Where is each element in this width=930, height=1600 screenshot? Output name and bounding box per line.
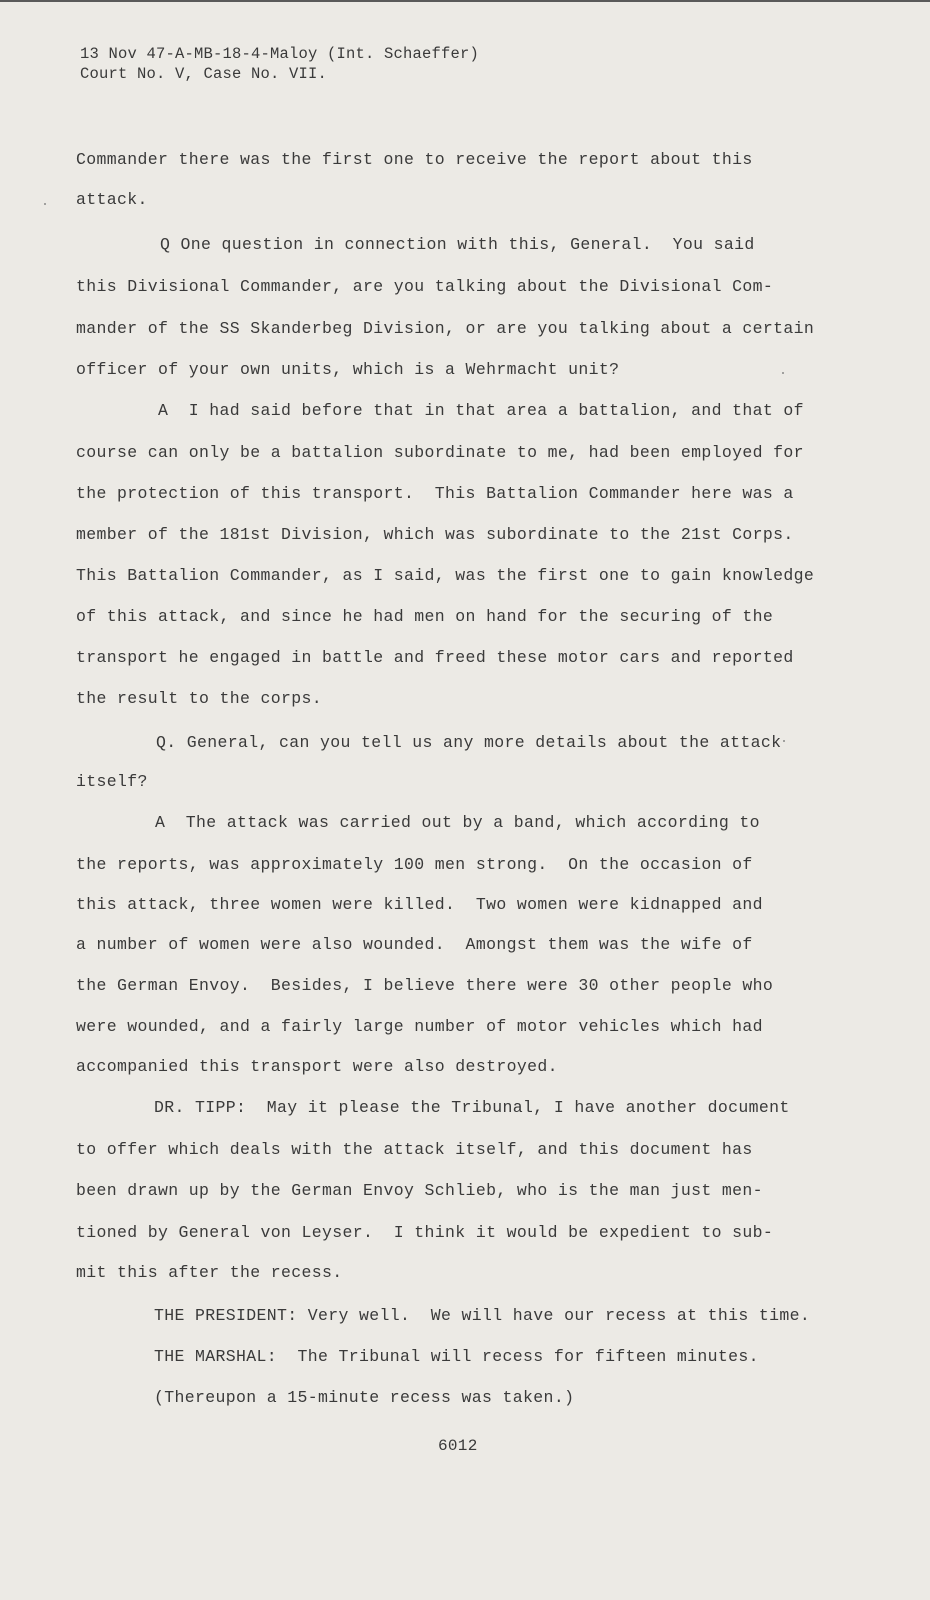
body-line: THE MARSHAL: The Tribunal will recess for fifteen minutes.	[154, 1347, 759, 1366]
body-line: attack.	[76, 190, 148, 209]
document-header	[80, 44, 479, 84]
body-line: the result to the corps.	[76, 689, 323, 708]
body-line: A The attack was carried out by a band, which according to	[155, 813, 760, 832]
body-line: This Battalion Commander, as I said, was the first one to gain knowledge	[76, 566, 815, 585]
body-line: THE PRESIDENT: Very well. We will have our recess at this time.	[154, 1306, 811, 1325]
body-line: Commander there was the first one to receive the report about this	[76, 150, 753, 169]
body-line: transport he engaged in battle and freed these motor cars and reported	[76, 648, 794, 667]
body-line: a number of women were also wounded. Amongst them was the wife of	[76, 935, 753, 954]
paper-speck	[782, 372, 784, 374]
body-line: Q One question in connection with this, General. You said	[160, 235, 755, 254]
body-line: accompanied this transport were also destroyed.	[76, 1057, 558, 1076]
header-line-1: 13 Nov 47-A-MB-18-4-Maloy (Int. Schaeffer)	[80, 45, 480, 63]
body-line: been drawn up by the German Envoy Schlieb, who is the man just men-	[76, 1181, 763, 1200]
paper-speck	[783, 740, 785, 742]
body-line: the German Envoy. Besides, I believe there were 30 other people who	[76, 976, 774, 995]
body-line: member of the 181st Division, which was subordinate to the 21st Corps.	[76, 525, 794, 544]
body-line: this attack, three women were killed. Two women were kidnapped and	[76, 895, 763, 914]
body-line: the reports, was approximately 100 men strong. On the occasion of	[76, 855, 753, 874]
body-line: A I had said before that in that area a battalion, and that of	[158, 401, 804, 420]
body-line: (Thereupon a 15-minute recess was taken.)	[154, 1388, 575, 1407]
body-line: of this attack, and since he had men on hand for the securing of the	[76, 607, 774, 626]
body-line: Q. General, can you tell us any more details about the attack	[156, 733, 782, 752]
body-line: officer of your own units, which is a Wehrmacht unit?	[76, 360, 620, 379]
body-line: to offer which deals with the attack itself, and this document has	[76, 1140, 753, 1159]
body-line: DR. TIPP: May it please the Tribunal, I have another document	[154, 1098, 790, 1117]
paper-speck	[44, 203, 46, 205]
body-line: itself?	[76, 772, 148, 791]
body-line: mander of the SS Skanderbeg Division, or are you talking about a certain	[76, 319, 815, 338]
body-line: were wounded, and a fairly large number of motor vehicles which had	[76, 1017, 763, 1036]
body-line: tioned by General von Leyser. I think it would be expedient to sub-	[76, 1223, 774, 1242]
header-line-2: Court No. V, Case No. VII.	[80, 65, 328, 83]
page-number: 6012	[438, 1437, 478, 1455]
body-line: this Divisional Commander, are you talking about the Divisional Com-	[76, 277, 774, 296]
body-line: the protection of this transport. This Battalion Commander here was a	[76, 484, 794, 503]
body-line: course can only be a battalion subordinate to me, had been employed for	[76, 443, 804, 462]
body-line: mit this after the recess.	[76, 1263, 343, 1282]
page-top-edge	[0, 0, 930, 2]
